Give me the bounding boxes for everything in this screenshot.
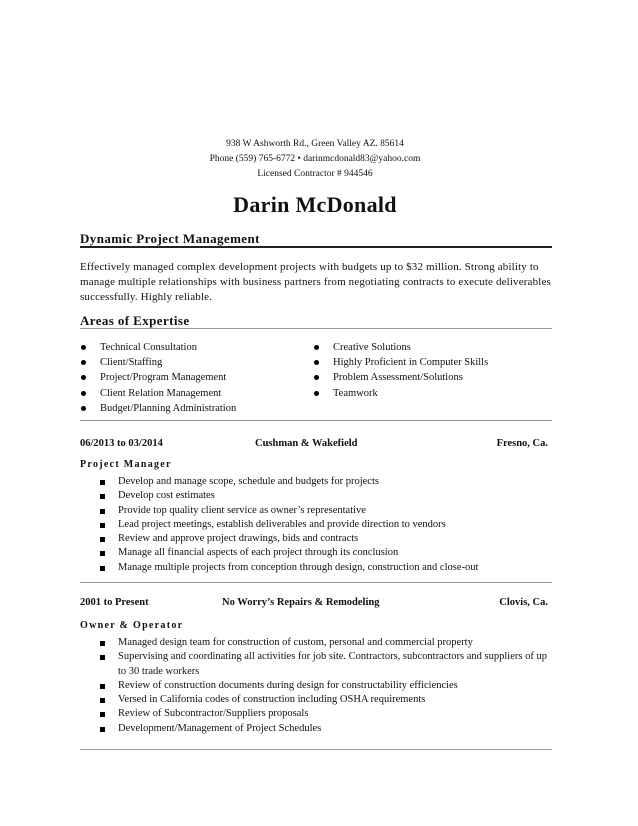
expertise-divider (80, 328, 552, 329)
bullet-icon (100, 655, 105, 660)
bullet-icon (100, 727, 105, 732)
list-item: Supervising and coordinating all activities for job site. Contractors, subcontractors and suppliers of up to 30 trade workers (97, 650, 555, 679)
summary-heading: Dynamic Project Management (80, 231, 260, 246)
bullet-icon (100, 684, 105, 689)
bullet-icon (314, 375, 319, 380)
job-dates: 06/2013 to 03/2014 (80, 438, 163, 449)
contact-license: Licensed Contractor # 944546 (257, 169, 373, 179)
list-item: Teamwork (313, 386, 488, 401)
summary-divider (80, 246, 552, 248)
list-item: Lead project meetings, establish deliverables and provide direction to vendors (97, 518, 555, 532)
list-item: Highly Proficient in Computer Skills (313, 355, 488, 370)
list-item: Budget/Planning Administration (80, 401, 236, 416)
bullet-icon (100, 494, 105, 499)
job-role: Project Manager (80, 459, 172, 470)
list-item: Develop cost estimates (97, 489, 555, 503)
job-duties (97, 636, 555, 736)
job-company: No Worry’s Repairs & Remodeling (222, 597, 380, 608)
list-item: Review of construction documents during design for constructability efficiencies (97, 679, 555, 693)
list-item: Versed in California codes of construction including OSHA requirements (97, 693, 555, 707)
list-item: Provide top quality client service as owner’s representative (97, 504, 555, 518)
list-item: Creative Solutions (313, 340, 488, 355)
job-role: Owner & Operator (80, 620, 184, 631)
bullet-icon (100, 641, 105, 646)
list-item: Client/Staffing (80, 355, 236, 370)
bullet-icon (81, 375, 86, 380)
job-location: Fresno, Ca. (496, 438, 548, 449)
list-item: Review and approve project drawings, bids and contracts (97, 532, 555, 546)
summary-text: Effectively managed complex development projects with budgets up to $32 million. Strong ability to manage multiple relationships with business partners from negotiating contracts to execute deliverables successfully. Highly reliable. (80, 261, 551, 303)
list-item: Managed design team for construction of custom, personal and commercial property (97, 636, 555, 650)
bullet-icon (100, 551, 105, 556)
job-header (80, 597, 548, 613)
list-item: Client Relation Management (80, 386, 236, 401)
section-divider (80, 749, 552, 750)
section-divider (80, 582, 552, 583)
contact-address: 938 W Ashworth Rd., Green Valley AZ. 85614 (226, 139, 404, 149)
list-item: Problem Assessment/Solutions (313, 370, 488, 385)
job-company: Cushman & Wakefield (255, 438, 358, 449)
expertise-list-left (80, 340, 236, 416)
bullet-icon (314, 391, 319, 396)
job-location: Clovis, Ca. (499, 597, 548, 608)
section-divider (80, 420, 552, 421)
bullet-icon (100, 566, 105, 571)
bullet-icon (81, 345, 86, 350)
expertise-heading: Areas of Expertise (80, 313, 190, 328)
list-item: Develop and manage scope, schedule and budgets for projects (97, 475, 555, 489)
bullet-icon (314, 360, 319, 365)
bullet-icon (100, 712, 105, 717)
list-item: Technical Consultation (80, 340, 236, 355)
list-item: Manage all financial aspects of each project through its conclusion (97, 546, 555, 560)
bullet-icon (314, 345, 319, 350)
contact-phone-email: Phone (559) 765-6772 • darinmcdonald83@yahoo.com (209, 154, 421, 164)
bullet-icon (81, 391, 86, 396)
bullet-icon (81, 360, 86, 365)
bullet-icon (100, 480, 105, 485)
list-item: Development/Management of Project Schedules (97, 722, 555, 736)
list-item: Review of Subcontractor/Suppliers proposals (97, 707, 555, 721)
job-dates: 2001 to Present (80, 597, 149, 608)
bullet-icon (100, 509, 105, 514)
list-item: Manage multiple projects from conception through design, construction and close-out (97, 561, 555, 575)
expertise-list-right (313, 340, 488, 401)
candidate-name: Darin McDonald (233, 192, 397, 217)
bullet-icon (100, 698, 105, 703)
bullet-icon (81, 406, 86, 411)
job-duties (97, 475, 555, 575)
bullet-icon (100, 537, 105, 542)
list-item: Project/Program Management (80, 370, 236, 385)
job-header (80, 438, 548, 454)
bullet-icon (100, 523, 105, 528)
